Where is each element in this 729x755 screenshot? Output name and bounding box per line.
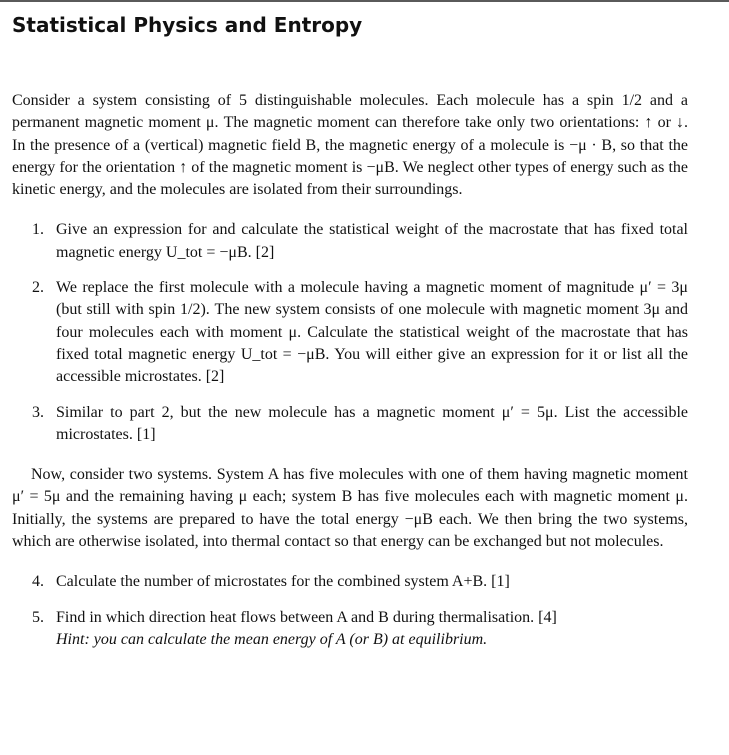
question-number: 2. xyxy=(32,279,44,297)
question-number: 5. xyxy=(32,608,44,626)
question-text: Calculate the number of microstates for the combined system A+B. [1] xyxy=(56,573,510,591)
middle-paragraph: Now, consider two systems. System A has five molecules with one of them having magnetic moment μ′ = 5μ and the remaining having μ each; system B has five molecules each with magnetic moment μ. Initially, the systems are prepared to have the total energy −μB each. We then bring the two systems, which are otherwise isolated, into thermal contact so that energy can be exchanged but not molecules. xyxy=(12,466,688,551)
question-text: Give an expression for and calculate the statistical weight of the macrostate that has fixed total magnetic energy U_tot = −μB. [2] xyxy=(56,221,688,261)
question-number: 1. xyxy=(32,221,44,239)
question-list-2 xyxy=(12,571,688,651)
question-item xyxy=(12,571,688,593)
question-list-1 xyxy=(12,219,688,446)
hint-text: Hint: you can calculate the mean energy of A (or B) at equilibrium. xyxy=(56,630,488,648)
page-title: Statistical Physics and Entropy xyxy=(12,13,363,37)
question-text: Find in which direction heat flows between A and B during thermalisation. [4] xyxy=(56,608,557,626)
question-number: 3. xyxy=(32,403,44,421)
question-item xyxy=(12,277,688,388)
question-item xyxy=(12,219,688,264)
question-item xyxy=(12,607,688,652)
question-number: 4. xyxy=(32,573,44,591)
question-item xyxy=(12,402,688,447)
question-text: Similar to part 2, but the new molecule has a magnetic moment μ′ = 5μ. List the accessible microstates. [1] xyxy=(56,403,688,443)
document-body xyxy=(12,90,688,669)
question-text: We replace the first molecule with a molecule having a magnetic moment of magnitude μ′ = 3μ (but still with spin 1/2). The new system consists of one molecule with magnetic moment 3μ and four molecules each with moment μ. Calculate the statistical weight of the macrostate that has fixed total magnetic energy U_tot = −μB. You will either give an expression for it or list all the accessible microstates. [2] xyxy=(56,279,688,386)
top-rule xyxy=(0,0,729,2)
intro-paragraph: Consider a system consisting of 5 distinguishable molecules. Each molecule has a spin 1/2 and a permanent magnetic moment μ. The magnetic moment can therefore take only two orientations: ↑ or ↓. In the presence of a (vertical) magnetic field B, the magnetic energy of a molecule is −μ · B, so that the energy for the orientation ↑ of the magnetic moment is −μB. We neglect other types of energy such as the kinetic energy, and the molecules are isolated from their surroundings. xyxy=(12,92,688,199)
